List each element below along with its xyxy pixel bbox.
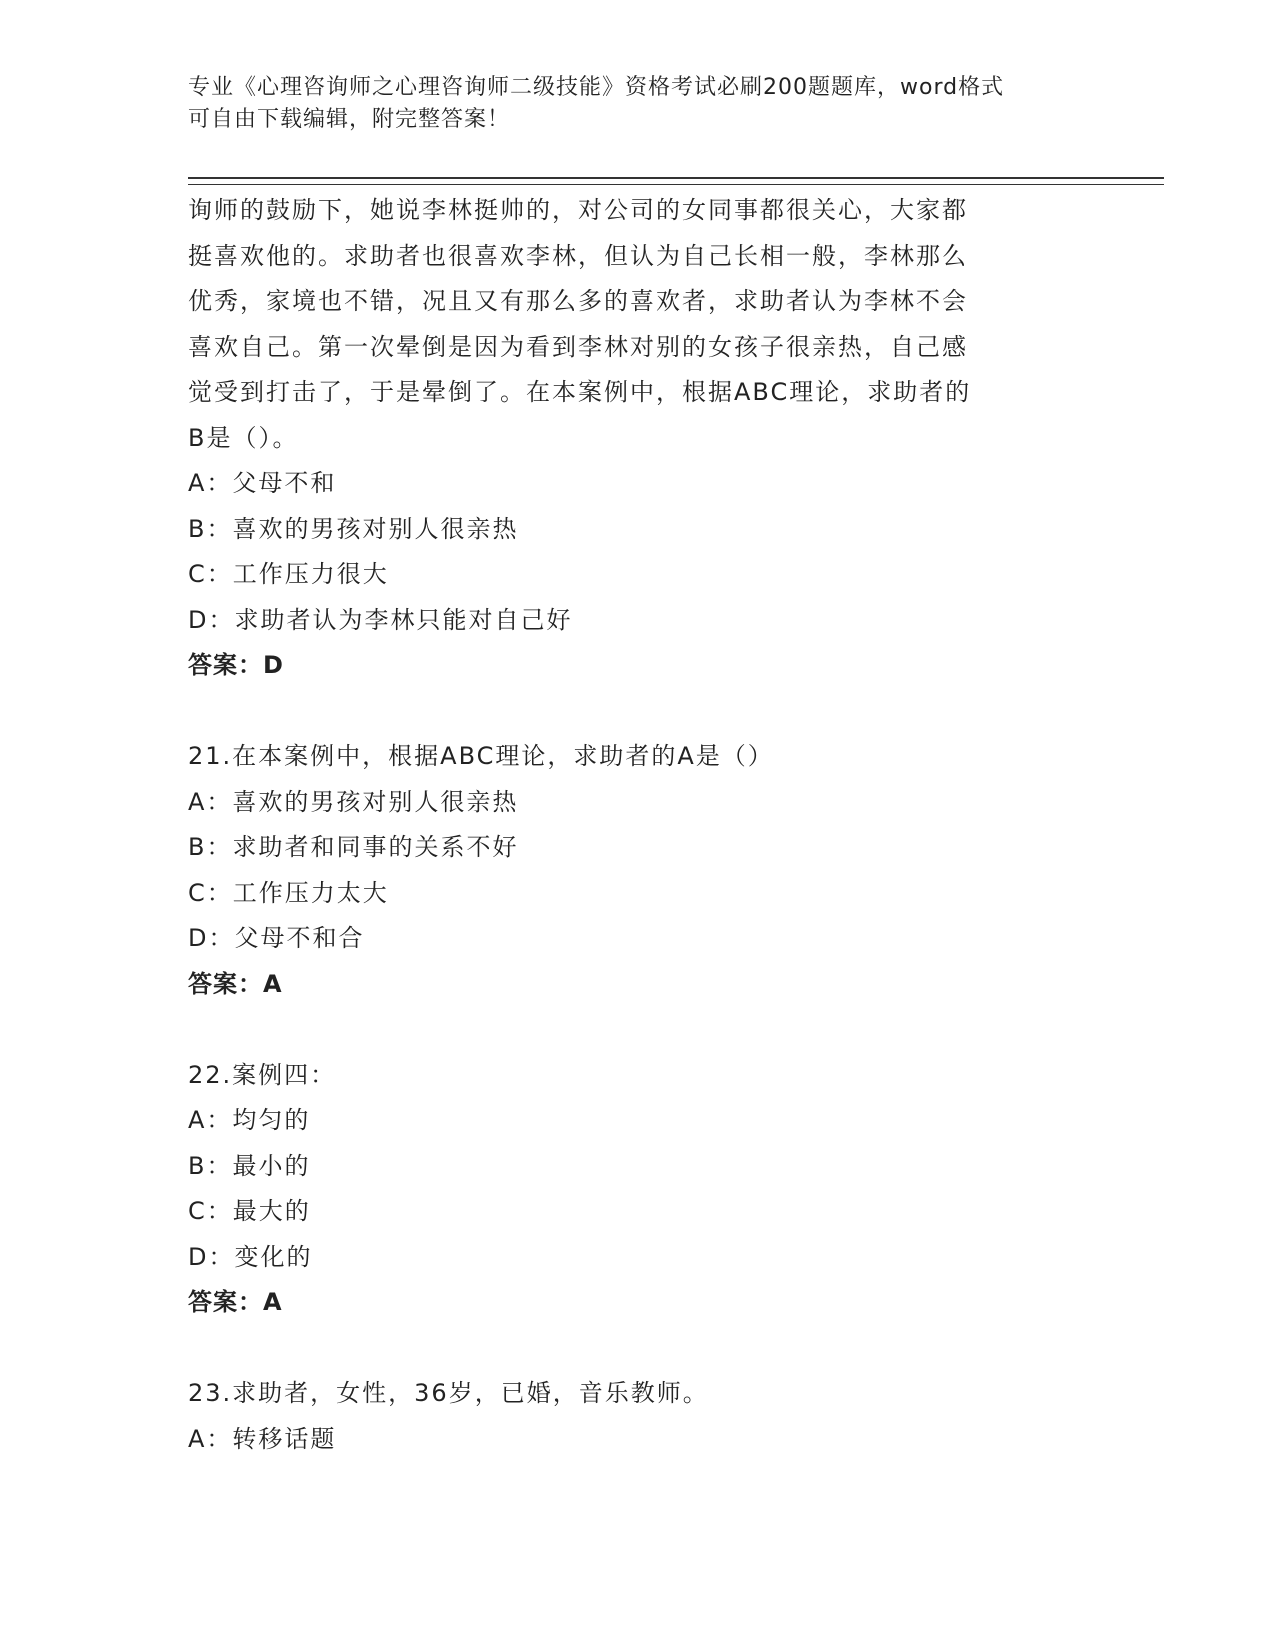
question-21 bbox=[188, 734, 1068, 1007]
option-b: B：喜欢的男孩对别人很亲热 bbox=[188, 514, 519, 543]
header-title-line-1: 专业《心理咨询师之心理咨询师二级技能》资格考试必刷200题题库，word格式 bbox=[188, 75, 1005, 100]
spacer bbox=[188, 689, 1068, 735]
question-text: 23.求助者，女性，36岁，已婚，音乐教师。 bbox=[188, 1379, 709, 1407]
header-title-line-2: 可自由下载编辑，附完整答案！ bbox=[188, 107, 511, 132]
spacer bbox=[188, 1326, 1068, 1372]
option-a: A：喜欢的男孩对别人很亲热 bbox=[188, 787, 519, 816]
option-d: D：父母不和合 bbox=[188, 924, 365, 952]
option-d: D：求助者认为李林只能对自己好 bbox=[188, 605, 573, 634]
option-c: C：工作压力很大 bbox=[188, 560, 389, 588]
answer-label: 答案：D bbox=[188, 651, 284, 679]
document-header bbox=[188, 72, 1068, 136]
question-20-continuation bbox=[188, 188, 1068, 461]
question-text: 22.案例四： bbox=[188, 1060, 337, 1089]
header-divider-thin bbox=[188, 184, 1164, 185]
question-text-line: 喜欢自己。第一次晕倒是因为看到李林对别的女孩子很亲热，自己感 bbox=[188, 332, 968, 361]
question-23 bbox=[188, 1371, 1068, 1462]
question-text-line: 优秀，家境也不错，况且又有那么多的喜欢者，求助者认为李林不会 bbox=[188, 287, 968, 315]
option-a: A：转移话题 bbox=[188, 1424, 337, 1453]
header-divider-thick bbox=[188, 177, 1164, 179]
document-body bbox=[188, 188, 1068, 1462]
option-b: B：求助者和同事的关系不好 bbox=[188, 833, 519, 861]
option-d: D：变化的 bbox=[188, 1242, 313, 1271]
question-text-line: 挺喜欢他的。求助者也很喜欢李林，但认为自己长相一般，李林那么 bbox=[188, 241, 968, 270]
answer-label: 答案：A bbox=[188, 1288, 283, 1316]
question-22 bbox=[188, 1053, 1068, 1326]
question-text-line: B是（）。 bbox=[188, 423, 299, 452]
option-c: C：最大的 bbox=[188, 1197, 311, 1225]
question-20-options bbox=[188, 461, 1068, 689]
spacer bbox=[188, 1007, 1068, 1053]
question-text: 21.在本案例中，根据ABC理论，求助者的A是（） bbox=[188, 742, 774, 770]
option-a: A：均匀的 bbox=[188, 1106, 311, 1134]
question-text-line: 觉受到打击了，于是晕倒了。在本案例中，根据ABC理论，求助者的 bbox=[188, 378, 972, 406]
answer-label: 答案：A bbox=[188, 969, 283, 998]
option-b: B：最小的 bbox=[188, 1151, 311, 1180]
question-text-line: 询师的鼓励下，她说李林挺帅的，对公司的女同事都很关心，大家都 bbox=[188, 196, 968, 224]
option-c: C：工作压力太大 bbox=[188, 878, 389, 907]
option-a: A：父母不和 bbox=[188, 469, 337, 497]
